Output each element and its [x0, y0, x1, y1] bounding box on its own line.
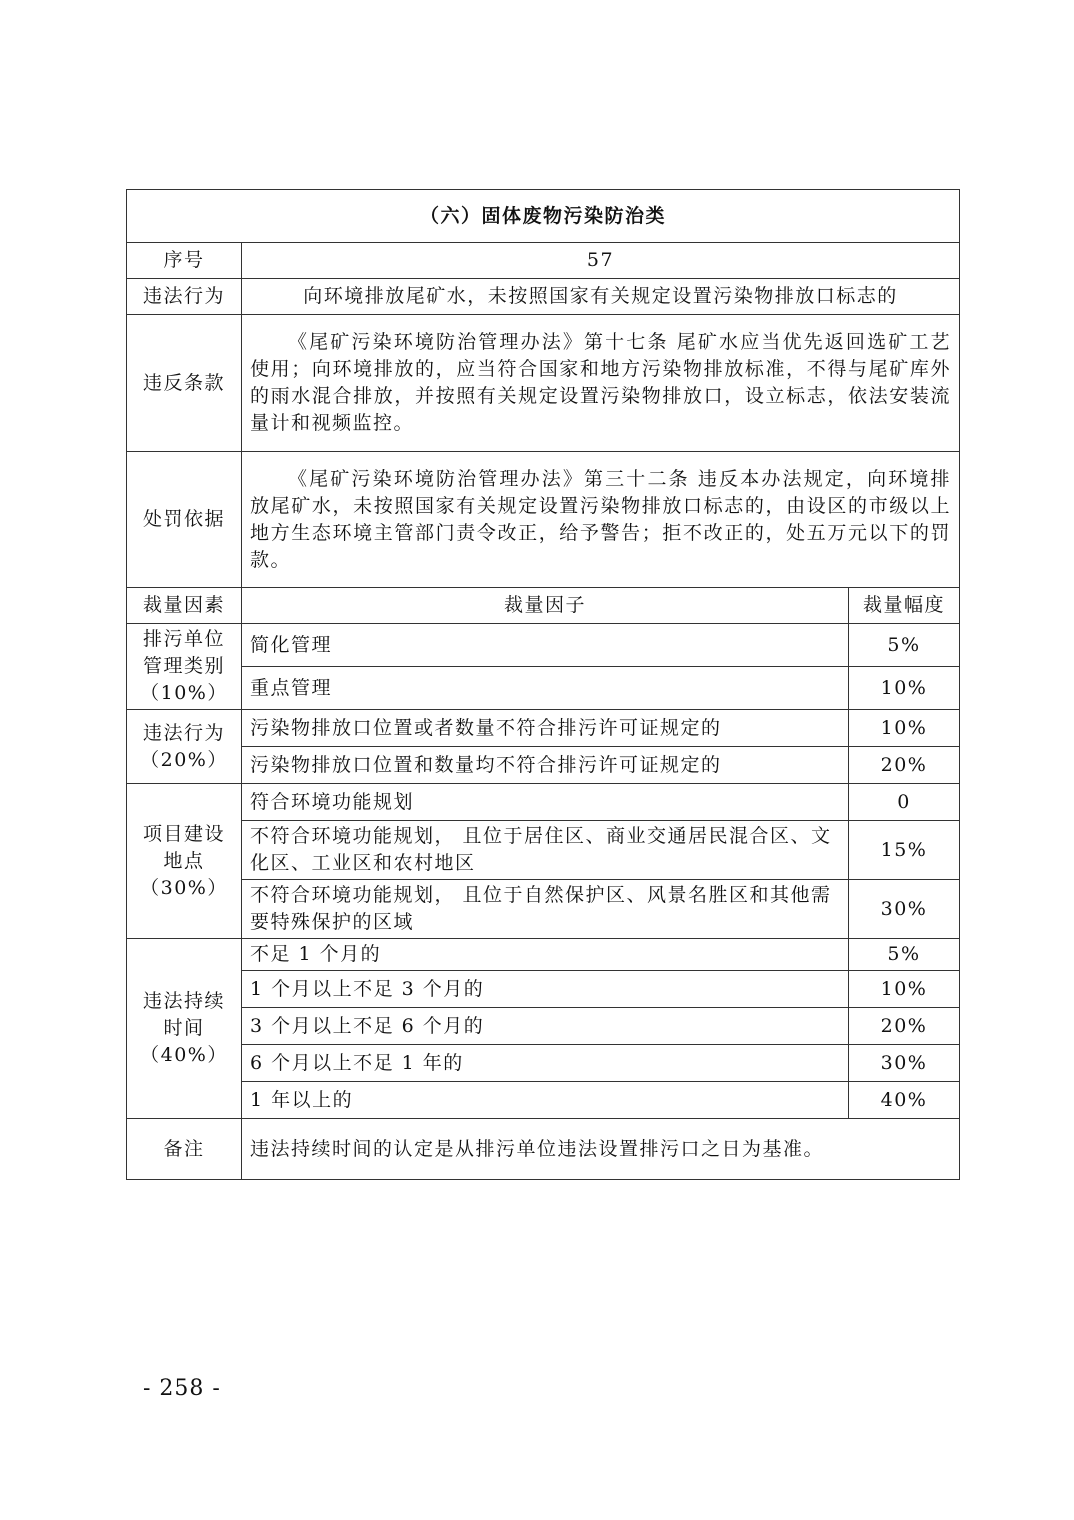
factor-value: 5%: [849, 624, 960, 667]
factor-violation: 违法行为（20%）: [127, 710, 242, 784]
factor-item: 6 个月以上不足 1 年的: [242, 1045, 849, 1082]
factor-value: 15%: [849, 821, 960, 880]
violated-clause-text: 《尾矿污染环境防治管理办法》第十七条 尾矿水应当优先返回选矿工艺使用；向环境排放的，应当符合国家和地方污染物排放标准，不得与尾矿库外的雨水混合排放，并按照有关规定设置污染物排放口，设立标志，依法安装流量计和视频监控。: [250, 331, 951, 434]
serial-value: 57: [242, 243, 960, 279]
penalty-basis-text: 《尾矿污染环境防治管理办法》第三十二条 违反本办法规定，向环境排放尾矿水，未按照国家有关规定设置污染物排放口标志的，由设区的市级以上地方生态环境主管部门责令改正，给予警告；拒不改正的，处五万元以下的罚款。: [250, 467, 951, 571]
factor-item: 污染物排放口位置或者数量不符合排污许可证规定的: [242, 710, 849, 747]
factor-item: 污染物排放口位置和数量均不符合排污许可证规定的: [242, 747, 849, 784]
factor-item: 3 个月以上不足 6 个月的: [242, 1008, 849, 1045]
penalty-basis-cell: [242, 452, 960, 588]
page-number: - 258 -: [143, 1376, 221, 1401]
remark-value: 违法持续时间的认定是从排污单位违法设置排污口之日为基准。: [242, 1119, 960, 1180]
factor-item: 不符合环境功能规划， 且位于居住区、商业交通居民混合区、文化区、工业区和农村地区: [242, 821, 849, 880]
serial-label: 序号: [127, 243, 242, 279]
factor-value: 10%: [849, 667, 960, 710]
factor-project-location: 项目建设地点（30%）: [127, 784, 242, 939]
factor-item: 不足 1 个月的: [242, 939, 849, 971]
header-factor: 裁量因素: [127, 588, 242, 624]
violated-clause-label: 违反条款: [127, 315, 242, 452]
discretion-table: [126, 189, 960, 1180]
factor-value: 10%: [849, 710, 960, 747]
violation-label: 违法行为: [127, 279, 242, 315]
factor-value: 5%: [849, 939, 960, 971]
factor-duration: 违法持续时间（40%）: [127, 939, 242, 1119]
header-item: 裁量因子: [242, 588, 849, 624]
factor-item: 符合环境功能规划: [242, 784, 849, 821]
factor-item: 简化管理: [242, 624, 849, 667]
factor-value: 20%: [849, 747, 960, 784]
header-range: 裁量幅度: [849, 588, 960, 624]
remark-label: 备注: [127, 1119, 242, 1180]
factor-item: 1 年以上的: [242, 1082, 849, 1119]
table-title: （六）固体废物污染防治类: [127, 190, 960, 243]
factor-value: 20%: [849, 1008, 960, 1045]
penalty-basis-label: 处罚依据: [127, 452, 242, 588]
violation-value: 向环境排放尾矿水，未按照国家有关规定设置污染物排放口标志的: [242, 279, 960, 315]
factor-management-category: 排污单位管理类别（10%）: [127, 624, 242, 710]
factor-value: 10%: [849, 971, 960, 1008]
factor-value: 30%: [849, 1045, 960, 1082]
factor-value: 30%: [849, 880, 960, 939]
factor-item: 不符合环境功能规划， 且位于自然保护区、风景名胜区和其他需要特殊保护的区域: [242, 880, 849, 939]
factor-value: 0: [849, 784, 960, 821]
violated-clause-cell: [242, 315, 960, 452]
factor-value: 40%: [849, 1082, 960, 1119]
factor-item: 1 个月以上不足 3 个月的: [242, 971, 849, 1008]
factor-item: 重点管理: [242, 667, 849, 710]
